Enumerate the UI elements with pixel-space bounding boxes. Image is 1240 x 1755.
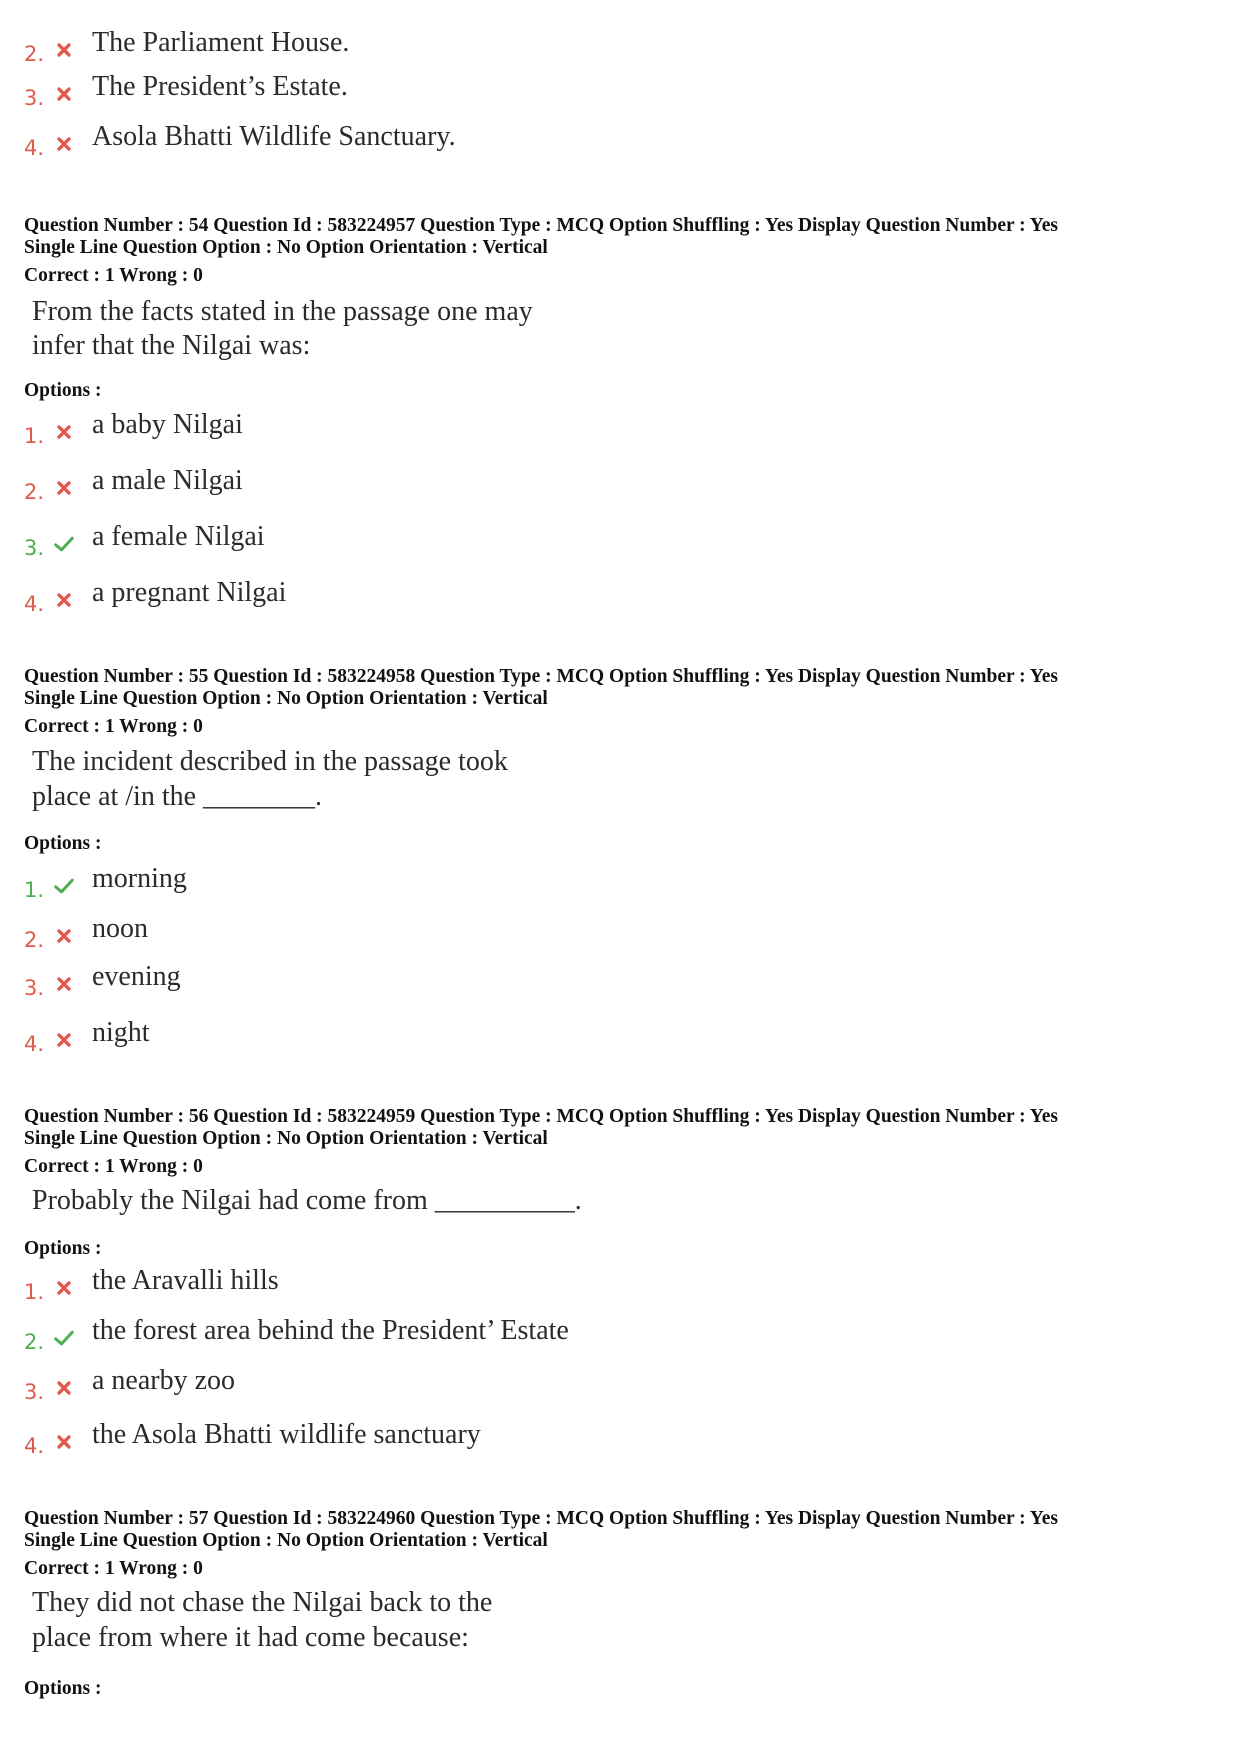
cross-mark-icon: [54, 924, 74, 948]
question-meta-line: Question Number : 56 Question Id : 583224959 Question Type : MCQ Option Shuffling : Yes Display Question Number : Yes: [24, 1106, 1058, 1127]
option-text: a nearby zoo: [92, 1365, 236, 1396]
cross-mark-icon: [54, 38, 74, 62]
option-number: 3.: [24, 86, 45, 110]
option-number: 3.: [24, 1380, 45, 1404]
options-label: Options :: [24, 1238, 102, 1259]
question-score-line: Correct : 1 Wrong : 0: [24, 265, 203, 286]
question-stem: The incident described in the passage took: [32, 746, 508, 777]
option-number: 1.: [24, 1280, 45, 1304]
question-stem: From the facts stated in the passage one may: [32, 296, 533, 327]
options-label: Options :: [24, 1678, 102, 1699]
option-text: evening: [92, 961, 181, 992]
option-text: Asola Bhatti Wildlife Sanctuary.: [92, 121, 456, 152]
option-row: [24, 520, 924, 564]
cross-mark-icon: [54, 132, 74, 156]
option-number: 2.: [24, 928, 45, 952]
check-mark-icon: [54, 1326, 74, 1350]
cross-mark-icon: [54, 420, 74, 444]
check-mark-icon: [54, 532, 74, 556]
question-meta-line: Single Line Question Option : No Option Orientation : Vertical: [24, 688, 548, 709]
option-number: 3.: [24, 536, 45, 560]
question-meta-line: Single Line Question Option : No Option Orientation : Vertical: [24, 237, 548, 258]
question-meta-line: Question Number : 55 Question Id : 583224958 Question Type : MCQ Option Shuffling : Yes Display Question Number : Yes: [24, 666, 1058, 687]
option-text: a female Nilgai: [92, 521, 265, 552]
option-row: [24, 464, 924, 508]
cross-mark-icon: [54, 82, 74, 106]
question-stem: place at /in the ________.: [32, 781, 323, 812]
cross-mark-icon: [54, 1276, 74, 1300]
option-number: 4.: [24, 1434, 45, 1458]
option-text: The Parliament House.: [92, 27, 350, 58]
option-row: [24, 1364, 924, 1408]
question-score-line: Correct : 1 Wrong : 0: [24, 1558, 203, 1579]
option-number: 2.: [24, 42, 45, 66]
question-meta-line: Single Line Question Option : No Option Orientation : Vertical: [24, 1128, 548, 1149]
question-meta-line: Question Number : 54 Question Id : 583224957 Question Type : MCQ Option Shuffling : Yes Display Question Number : Yes: [24, 215, 1058, 236]
option-text: night: [92, 1017, 150, 1048]
question-stem: They did not chase the Nilgai back to the: [32, 1587, 493, 1618]
cross-mark-icon: [54, 1376, 74, 1400]
option-text: a male Nilgai: [92, 465, 243, 496]
question-stem: Probably the Nilgai had come from __________.: [32, 1185, 582, 1216]
option-text: morning: [92, 863, 187, 894]
option-text: the forest area behind the President’ Estate: [92, 1315, 569, 1346]
check-mark-icon: [54, 874, 74, 898]
options-label: Options :: [24, 380, 102, 401]
option-number: 1.: [24, 424, 45, 448]
option-row: [24, 862, 924, 906]
option-row: [24, 912, 924, 956]
option-number: 3.: [24, 976, 45, 1000]
option-row: [24, 1264, 924, 1308]
option-number: 4.: [24, 592, 45, 616]
option-number: 4.: [24, 136, 45, 160]
options-label: Options :: [24, 833, 102, 854]
option-row: [24, 408, 924, 452]
option-text: The President’s Estate.: [92, 71, 348, 102]
option-row: [24, 1016, 924, 1060]
cross-mark-icon: [54, 1430, 74, 1454]
cross-mark-icon: [54, 476, 74, 500]
cross-mark-icon: [54, 588, 74, 612]
question-meta-line: Single Line Question Option : No Option Orientation : Vertical: [24, 1530, 548, 1551]
option-text: a baby Nilgai: [92, 409, 243, 440]
option-row: [24, 70, 924, 114]
option-text: noon: [92, 913, 148, 944]
option-text: the Aravalli hills: [92, 1265, 279, 1296]
option-number: 4.: [24, 1032, 45, 1056]
question-stem: place from where it had come because:: [32, 1622, 469, 1653]
question-score-line: Correct : 1 Wrong : 0: [24, 1156, 203, 1177]
option-row: [24, 960, 924, 1004]
option-row: [24, 1314, 924, 1358]
option-row: [24, 1418, 924, 1462]
option-row: [24, 26, 924, 70]
option-number: 1.: [24, 878, 45, 902]
cross-mark-icon: [54, 1028, 74, 1052]
question-meta-line: Question Number : 57 Question Id : 583224960 Question Type : MCQ Option Shuffling : Yes Display Question Number : Yes: [24, 1508, 1058, 1529]
question-stem: infer that the Nilgai was:: [32, 330, 311, 361]
option-row: [24, 120, 924, 164]
option-text: a pregnant Nilgai: [92, 577, 287, 608]
cross-mark-icon: [54, 972, 74, 996]
option-text: the Asola Bhatti wildlife sanctuary: [92, 1419, 481, 1450]
question-score-line: Correct : 1 Wrong : 0: [24, 716, 203, 737]
option-row: [24, 576, 924, 620]
option-number: 2.: [24, 1330, 45, 1354]
option-number: 2.: [24, 480, 45, 504]
